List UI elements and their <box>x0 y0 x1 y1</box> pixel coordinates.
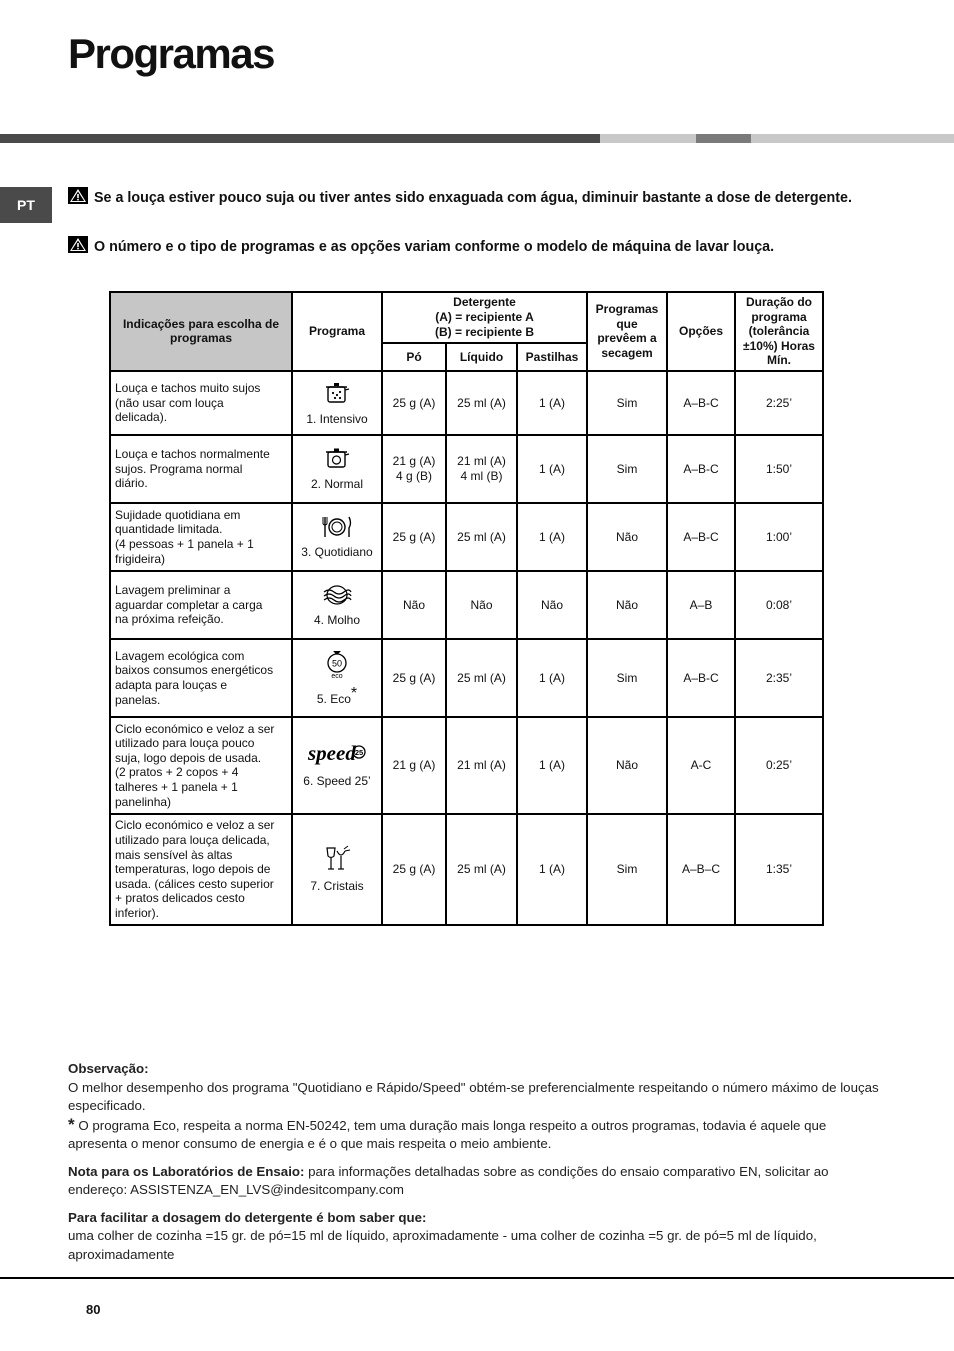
row-indication: Louça e tachos muito sujos (não usar com louça delicada). <box>110 371 292 435</box>
row-program: 7. Cristais <box>292 814 382 925</box>
row-tablets: 1 (A) <box>517 639 587 717</box>
row-drying: Não <box>587 503 667 571</box>
header-detergent <box>382 292 587 343</box>
table-row <box>110 503 823 571</box>
row-options: A–B-C <box>667 503 735 571</box>
observation-text: O melhor desempenho dos programa "Quotidiano e Rápido/Speed" obtém-se preferencialmente respeitando o número máximo de louças especificado. <box>68 1079 879 1113</box>
lab-note <box>68 1163 888 1200</box>
row-options: A–B-C <box>667 435 735 503</box>
row-options: A-C <box>667 717 735 814</box>
row-indication: Lavagem ecológica com baixos consumos energéticos adapta para louças e panelas. <box>110 639 292 717</box>
row-liquid: 25 ml (A) <box>446 814 517 925</box>
notes-section <box>68 1060 888 1273</box>
header-indications: Indicações para escolha de programas <box>110 292 292 371</box>
header-duration: Duração do programa (tolerância ±10%) Horas Mín. <box>735 292 823 371</box>
row-tablets: 1 (A) <box>517 814 587 925</box>
row-powder: 25 g (A) <box>382 371 446 435</box>
row-duration: 0:08’ <box>735 571 823 639</box>
crystal-glasses-icon <box>323 845 351 873</box>
warning-note-2 <box>68 236 888 257</box>
row-program: speed 25 6. Speed 25’ <box>292 717 382 814</box>
row-duration: 1:50’ <box>735 435 823 503</box>
row-liquid: 21 ml (A) <box>446 717 517 814</box>
warning-note-1 <box>68 187 868 208</box>
row-program: 50 eco 5. Eco* <box>292 639 382 717</box>
row-drying: Sim <box>587 435 667 503</box>
header-program: Programa <box>292 292 382 371</box>
intensive-pot-icon <box>323 380 351 406</box>
row-tablets: 1 (A) <box>517 503 587 571</box>
warning-text-2: O número e o tipo de programas e as opções variam conforme o modelo de máquina de lavar louça. <box>94 239 775 255</box>
row-tablets: Não <box>517 571 587 639</box>
row-indication: Louça e tachos normalmente sujos. Programa normal diário. <box>110 435 292 503</box>
header-bar-dark <box>0 134 600 143</box>
table-row <box>110 435 823 503</box>
row-tablets: 1 (A) <box>517 435 587 503</box>
table-row <box>110 571 823 639</box>
speed-icon-number: 25 <box>354 748 364 758</box>
speed-25-icon <box>306 742 368 768</box>
row-program: 1. Intensivo <box>292 371 382 435</box>
row-liquid: 25 ml (A) <box>446 371 517 435</box>
row-tablets: 1 (A) <box>517 371 587 435</box>
row-duration: 2:35’ <box>735 639 823 717</box>
eco-note-asterisk: * <box>68 1114 75 1134</box>
row-drying: Sim <box>587 371 667 435</box>
row-options: A–B-C <box>667 639 735 717</box>
row-powder: Não <box>382 571 446 639</box>
header-detergent-title: Detergente <box>453 295 516 310</box>
header-bar-light-end <box>751 134 954 143</box>
lab-note-title: Nota para os Laboratórios de Ensaio: <box>68 1163 305 1179</box>
observation-title: Observação: <box>68 1061 149 1076</box>
eco-asterisk: * <box>350 685 358 703</box>
row-drying: Não <box>587 571 667 639</box>
row-powder: 25 g (A) <box>382 814 446 925</box>
row-indication: Ciclo económico e veloz a ser utilizado para louça pouco suja, logo depois de usada. (2 pratos + 2 copos + 4 talheres + 1 panela + 1 panelinha) <box>110 717 292 814</box>
row-duration: 2:25’ <box>735 371 823 435</box>
eco-icon-label: eco <box>331 673 343 680</box>
row-options: A–B–C <box>667 814 735 925</box>
warning-triangle-icon <box>68 187 88 204</box>
row-options: A–B-C <box>667 371 735 435</box>
row-powder: 21 g (A) 4 g (B) <box>382 435 446 503</box>
row-powder: 25 g (A) <box>382 503 446 571</box>
header-liquid: Líquido <box>446 343 517 371</box>
header-detergent-b: (B) = recipiente B <box>434 324 535 339</box>
row-powder: 25 g (A) <box>382 639 446 717</box>
row-program: 4. Molho <box>292 571 382 639</box>
row-drying: Não <box>587 717 667 814</box>
warning-triangle-icon <box>68 236 88 253</box>
page-number: 80 <box>86 1302 101 1317</box>
header-bar-mid <box>696 134 751 143</box>
row-indication: Sujidade quotidiana em quantidade limitada. (4 pessoas + 1 panela + 1 frigideira) <box>110 503 292 571</box>
soak-waves-icon <box>321 583 353 607</box>
normal-pot-icon <box>323 447 351 471</box>
programs-table <box>109 291 824 926</box>
footer-divider <box>0 1277 954 1279</box>
dosage-note-text: uma colher de cozinha =15 gr. de pó=15 ml de líquido, aproximadamente - uma colher de cozinha =5 gr. de pó=5 ml de líquido, aproximadamente <box>68 1228 817 1262</box>
observation-note <box>68 1060 888 1154</box>
row-options: A–B <box>667 571 735 639</box>
row-duration: 0:25’ <box>735 717 823 814</box>
row-duration: 1:00’ <box>735 503 823 571</box>
header-detergent-a: (A) = recipiente A <box>435 310 534 324</box>
language-tab: PT <box>0 187 52 223</box>
lab-note-text: para informações detalhadas sobre as condições do ensaio comparativo EN, solicitar ao endereço: ASSISTENZA_EN_LVS@indesitcompany.com <box>68 1163 829 1197</box>
row-drying: Sim <box>587 639 667 717</box>
row-tablets: 1 (A) <box>517 717 587 814</box>
row-liquid: Não <box>446 571 517 639</box>
header-options: Opções <box>667 292 735 371</box>
header-tablets: Pastilhas <box>517 343 587 371</box>
eco-icon-number: 50 <box>331 658 343 669</box>
page-title: Programas <box>68 30 274 77</box>
table-row <box>110 371 823 435</box>
row-indication: Ciclo económico e veloz a ser utilizado para louça delicada, mais sensível às altas temperaturas, logo depois de usada. (cálices cesto superior + pratos delicados cesto inferior). <box>110 814 292 925</box>
warning-text-1: Se a louça estiver pouco suja ou tiver antes sido enxaguada com água, diminuir bastante a dose de detergente. <box>94 190 852 206</box>
row-program: 2. Normal <box>292 435 382 503</box>
speed-icon-word: speed <box>308 742 356 766</box>
dosage-note-title: Para facilitar a dosagem do detergente é bom saber que: <box>68 1209 427 1225</box>
header-bar-light <box>600 134 696 143</box>
row-program: 3. Quotidiano <box>292 503 382 571</box>
fork-plate-knife-icon <box>320 515 354 539</box>
dosage-note <box>68 1209 888 1265</box>
row-liquid: 21 ml (A) 4 ml (B) <box>446 435 517 503</box>
row-powder: 21 g (A) <box>382 717 446 814</box>
table-row <box>110 639 823 717</box>
header-drying: Programas que prevêem a secagem <box>587 292 667 371</box>
eco-note-text: O programa Eco, respeita a norma EN-50242, tem uma duração mais longa respeito a outros programas, todavia é aquele que apresenta o menor consumo de energia e é o que mais respeita o meio ambiente. <box>68 1117 827 1151</box>
row-liquid: 25 ml (A) <box>446 503 517 571</box>
row-indication: Lavagem preliminar a aguardar completar a carga na próxima refeição. <box>110 571 292 639</box>
row-drying: Sim <box>587 814 667 925</box>
row-duration: 1:35’ <box>735 814 823 925</box>
table-row <box>110 814 823 925</box>
row-liquid: 25 ml (A) <box>446 639 517 717</box>
header-powder: Pó <box>382 343 446 371</box>
table-row <box>110 717 823 814</box>
eco-50-icon <box>325 649 349 679</box>
